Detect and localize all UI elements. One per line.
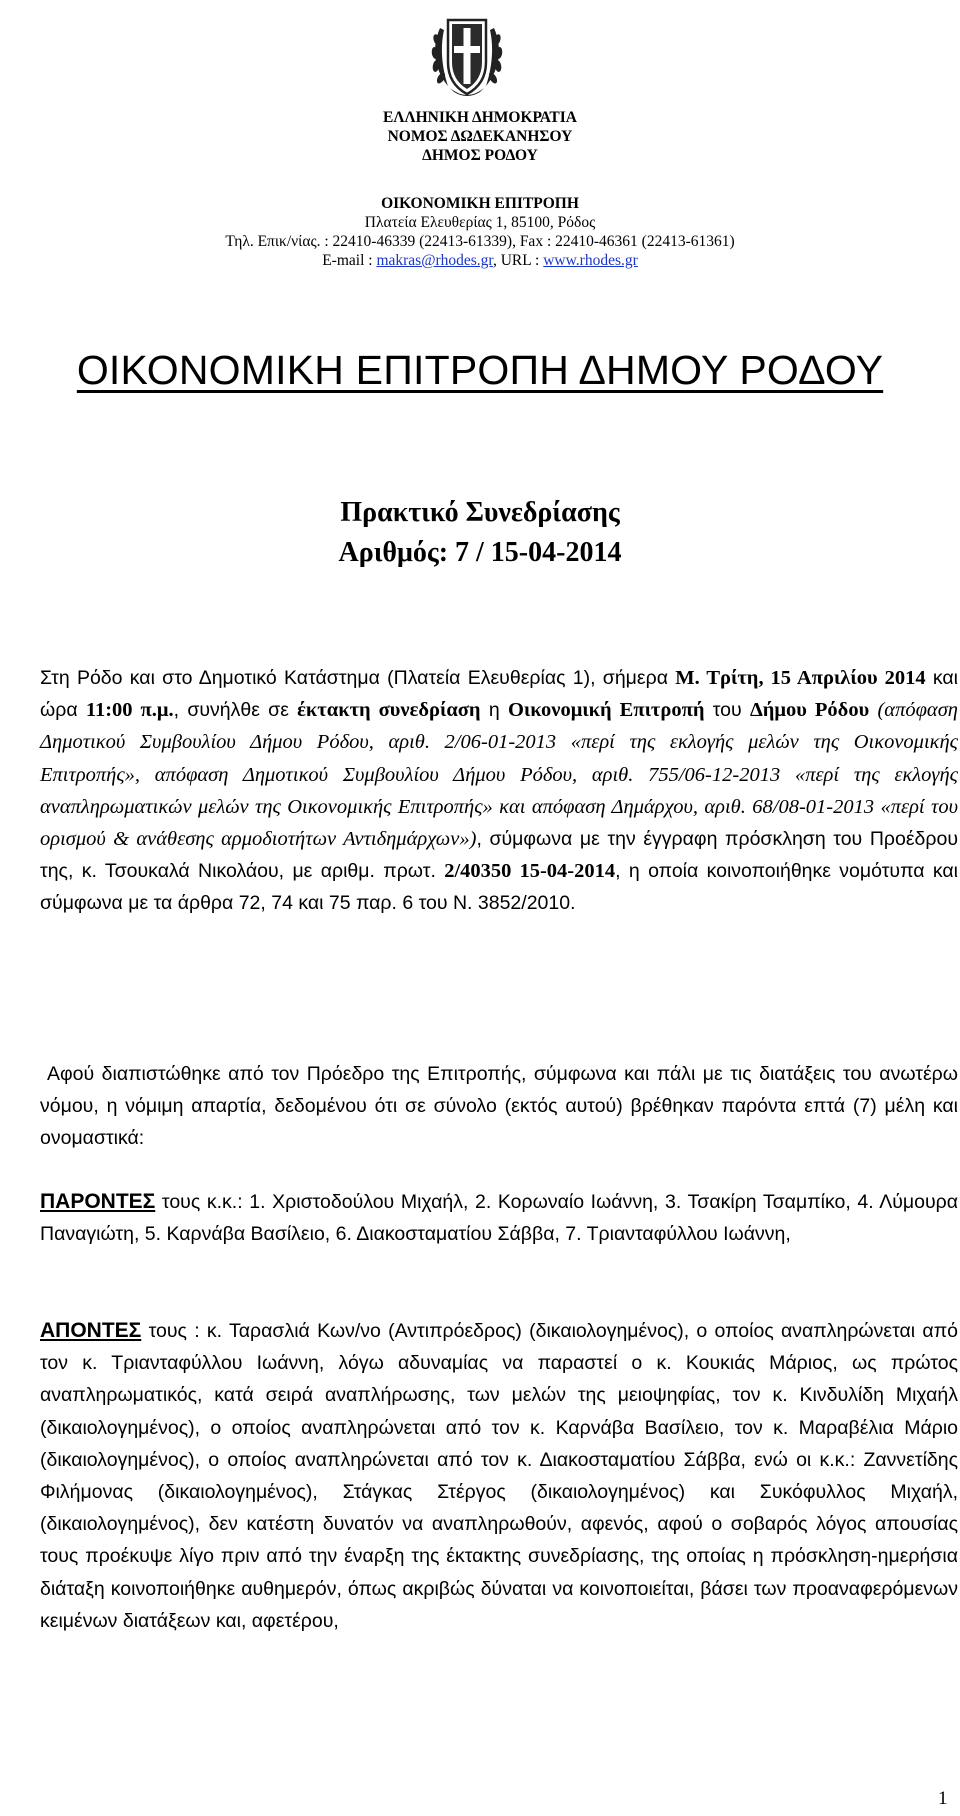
- header-phones: Τηλ. Επικ/νίας. : 22410-46339 (22413-61339), Fax : 22410-46361 (22413-61361): [225, 233, 735, 250]
- page-title: ΟΙΚΟΝΟΜΙΚΗ ΕΠΙΤΡΟΠΗ ΔΗΜΟΥ ΡΟΔΟΥ: [76, 347, 884, 393]
- present-label: ΠΑΡΟΝΤΕΣ: [40, 1190, 156, 1213]
- greek-state-emblem: [428, 6, 506, 106]
- absent-text: τους : κ. Ταρασλιά Κων/νο (Αντιπρόεδρος) (δικαιολογημένος), ο οποίος αναπληρώνεται από τον κ. Τριανταφύλλου Ιωάννη, λόγω αδυναμίας να παραστεί ο κ. Κουκιάς Μάριος, ως πρώτος αναπληρωματικός, κατά σειρά αναπλήρωσης, των μελών της μειοψηφίας, τον κ. Κινδυλίδη Μιχαήλ (δικαιολογημένος), ο οποίος αναπληρώνεται από τον κ. Καρνάβα Βασίλειο, τον κ. Μαραβέλια Μάριο (δικαιολογημένος), ο οποίος αναπληρώνεται από τον κ. Διακοσταματίου Σάββα, ενώ οι κ.κ.: Ζαννετίδης Φιλήμονας (δικαιολογημένος), Στάγκας Στέργος (δικαιολογημένος) και Συκόφυλλος Μιχαήλ, (δικαιολογημένος), δεν κατέστη δυνατόν να αναπληρωθούν, αφενός, αφού ο σοβαρός λόγος απουσίας τους προέκυψε λίγο πριν από την έναρξη της έκτακτης συνεδρίασης, της οποίας η πρόσκληση-ημερήσια διάταξη κοινοποιήθηκε αυθημερόν, όπως ακριβώς δύναται να κοινοποιείται, βάσει των προαναφερόμενων κειμένων διατάξεων και, αφετέρου,: [40, 1320, 958, 1632]
- header-prefecture: ΝΟΜΟΣ ΔΩΔΕΚΑΝΗΣΟΥ: [387, 128, 573, 145]
- present-members-paragraph: [40, 1186, 958, 1250]
- url-link[interactable]: www.rhodes.gr: [543, 252, 638, 269]
- intro-paragraph: Στη Ρόδο και στο Δημοτικό Κατάστημα (Πλατεία Ελευθερίας 1), σήμερα Μ. Τρίτη, 15 Απριλίου 2014 και ώρα 11:00 π.μ., συνήλθε σε έκτακτη συνεδρίαση η Οικονομική Επιτροπή του Δήμου Ρόδου (απόφαση Δημοτικού Συμβουλίου Δήμου Ρόδου, αριθ. 2/06-01-2013 «περί της εκλογής μελών της Οικονομικής Επιτροπής», απόφαση Δημοτικού Συμβουλίου Δήμου Ρόδου, αριθ. 755/06-12-2013 «περί της εκλογής αναπληρωματικών μελών της Οικονομικής Επιτροπής» και απόφαση Δημάρχου, αριθ. 68/08-01-2013 «περί του ορισμού & ανάθεσης αρμοδιοτήτων Αντιδημάρχων»), σύμφωνα με την έγγραφη πρόσκληση του Προέδρου της, κ. Τσουκαλά Νικολάου, με αριθμ. πρωτ. 2/40350 15-04-2014, η οποία κοινοποιήθηκε νομότυπα και σύμφωνα με τα άρθρα 72, 74 και 75 παρ. 6 του Ν. 3852/2010.: [40, 667, 959, 915]
- quorum-paragraph: Αφού διαπιστώθηκε από τον Πρόεδρο της Επιτροπής, σύμφωνα και πάλι με τις διατάξεις του ανωτέρω νόμου, η νόμιμη απαρτία, δεδομένου ότι σε σύνολο (εκτός αυτού) βρέθηκαν παρόντα επτά (7) μέλη και ονομαστικά:: [40, 1063, 958, 1150]
- absent-members-paragraph: [40, 1315, 958, 1637]
- header-committee: ΟΙΚΟΝΟΜΙΚΗ ΕΠΙΤΡΟΠΗ: [381, 195, 579, 212]
- present-text: τους κ.κ.: 1. Χριστοδούλου Μιχαήλ, 2. Κορωναίο Ιωάννη, 3. Τσακίρη Τσαμπίκο, 4. Λύμουρα Παναγιώτη, 5. Καρνάβα Βασίλειο, 6. Διακοσταματίου Σάββα, 7. Τριανταφύλλου Ιωάννη,: [40, 1191, 958, 1246]
- email-link[interactable]: makras@rhodes.gr: [376, 252, 493, 269]
- header-republic: ΕΛΛΗΝΙΚΗ ΔΗΜΟΚΡΑΤΙΑ: [383, 109, 577, 126]
- absent-label: ΑΠΟΝΤΕΣ: [40, 1319, 142, 1342]
- page-number: 1: [938, 1788, 948, 1809]
- minutes-label: Πρακτικό Συνεδρίασης: [340, 497, 620, 528]
- header-municipality: ΔΗΜΟΣ ΡΟΔΟΥ: [422, 147, 538, 164]
- header-address: Πλατεία Ελευθερίας 1, 85100, Ρόδος: [364, 214, 596, 231]
- minutes-number: Αριθμός: 7 / 15-04-2014: [338, 537, 622, 568]
- header-contacts: [0, 251, 960, 270]
- url-label: , URL :: [492, 252, 544, 269]
- email-label: E-mail :: [322, 252, 377, 269]
